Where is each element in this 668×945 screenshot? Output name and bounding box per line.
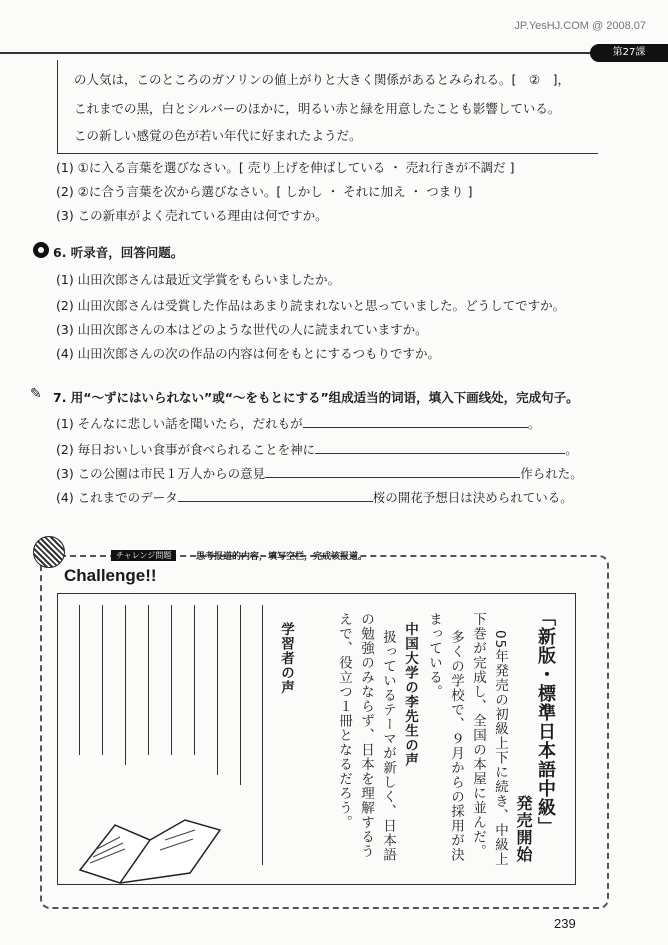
question: (2) 山田次郎さんは受賞した作品はあまり読まれないと思っていました。どうしてですか。 <box>56 298 566 313</box>
writing-line[interactable] <box>171 605 172 755</box>
section6-title: 6. 听录音，回答问题。 <box>53 245 184 260</box>
article-text: 下巻が完成し、全国の本屋に並んだ。 <box>470 612 486 859</box>
article-heading: 学習者の声 <box>278 622 294 695</box>
header-rule <box>0 52 600 54</box>
fill-item <box>56 488 573 506</box>
item-text: (4) これまでのデータ <box>56 490 178 505</box>
writing-line[interactable] <box>79 605 80 755</box>
passage-line: この新しい感覚の色が若い年代に好まれたようだ。 <box>74 128 362 143</box>
challenge-instruction: 思考报道的内容，填写空栏，完成该报道。 <box>196 552 368 562</box>
answer-blank[interactable] <box>265 465 520 478</box>
fill-item <box>56 414 540 432</box>
challenge-tag: チャレンジ問題 <box>111 550 176 561</box>
item-end: 作られた。 <box>520 466 583 481</box>
article-subtitle: 発売開始 <box>514 795 533 863</box>
question: (1) ①に入る言葉を選びなさい。[ 売り上げを伸ばしている ・ 売れ行きが不調だ ] <box>56 160 515 175</box>
article-title: 「新版・標準日本語中級」 <box>535 608 556 836</box>
answer-blank[interactable] <box>303 415 528 428</box>
passage-line: これまでの黒，白とシルバーのほかに，明るい赤と緑を用意したことも影響している。 <box>74 101 561 116</box>
question: (2) ②に合う言葉を次から選びなさい。[ しかし ・ それに加え ・ つまり ] <box>56 184 473 199</box>
item-end: 桜の開花予想日は決められている。 <box>372 490 573 505</box>
writing-line[interactable] <box>148 605 149 755</box>
lesson-badge: 第27課 <box>590 44 668 62</box>
writing-line[interactable] <box>125 605 126 765</box>
writing-line[interactable] <box>102 605 103 755</box>
item-text: (2) 毎日おいしい食事が食べられることを神に <box>56 442 316 457</box>
open-book-illustration <box>75 815 225 885</box>
article-heading: 中国大学の李先生の声 <box>402 622 418 767</box>
item-end: 。 <box>527 416 541 431</box>
writing-line[interactable] <box>194 605 195 755</box>
challenge-bubble-icon <box>33 536 65 568</box>
fill-item <box>56 440 578 458</box>
article-text: まっている。 <box>426 612 442 699</box>
challenge-logo: Challenge!! <box>64 566 157 585</box>
article-text: 扱っているテーマが新しく、日本語 <box>380 630 396 862</box>
answer-blank[interactable] <box>178 489 373 502</box>
item-text: (3) この公園は市民１万人からの意見 <box>56 466 266 481</box>
article-text: 05年発売の初級上下に続き、中級上 <box>492 630 508 867</box>
item-text: (1) そんなに悲しい話を聞いたら，だれもが <box>56 416 303 431</box>
pencil-icon: ✎ <box>30 386 42 402</box>
answer-blank[interactable] <box>315 441 565 454</box>
writing-line[interactable] <box>262 605 263 865</box>
section7-title: 7. 用“～ずにはいられない”或“～をもとにする”组成适当的词语，填入下画线处，完成句子。 <box>53 390 579 405</box>
article-text: えで、役立つ１冊となるだろう。 <box>336 612 352 830</box>
writing-line[interactable] <box>217 605 218 775</box>
question: (1) 山田次郎さんは最近文学賞をもらいましたか。 <box>56 272 341 287</box>
fill-item <box>56 464 583 482</box>
item-end: 。 <box>565 442 578 457</box>
article-text: の勉強のみならず、日本を理解するう <box>358 612 374 859</box>
watermark: JP.YesHJ.COM @ 2008.07 <box>514 20 646 32</box>
writing-line[interactable] <box>240 605 241 785</box>
page-number: 239 <box>554 916 576 931</box>
cd-icon <box>33 242 49 258</box>
passage-line: の人気は，このところのガソリンの値上がりと大きく関係があるとみられる。[ ② ]， <box>74 72 570 87</box>
question: (4) 山田次郎さんの次の作品の内容は何をもとにするつもりですか。 <box>56 346 441 361</box>
article-text: 多くの学校で、９月からの採用が決 <box>448 630 464 862</box>
question: (3) 山田次郎さんの本はどのような世代の人に読まれていますか。 <box>56 322 428 337</box>
question: (3) この新車がよく売れている理由は何ですか。 <box>56 208 328 223</box>
